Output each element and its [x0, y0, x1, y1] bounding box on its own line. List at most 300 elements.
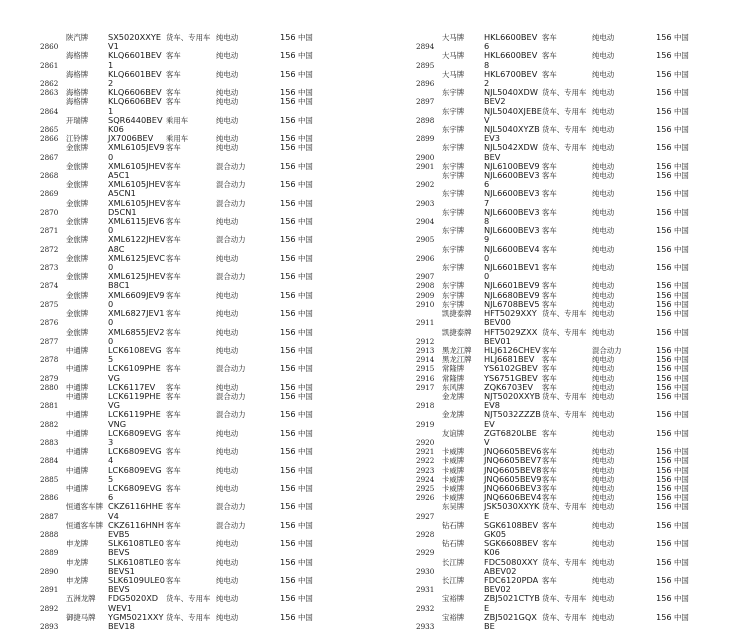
model-code: KLQ6606BEV [108, 87, 162, 98]
country-name: 中国 [674, 207, 689, 217]
table-row [416, 33, 716, 51]
table-row [416, 125, 716, 143]
capacity-value: 156 [280, 96, 296, 107]
power-type: 纯电动 [216, 134, 239, 144]
table-row [40, 51, 340, 69]
capacity-value: 156 [280, 142, 296, 153]
vehicle-number: 2860 [40, 42, 59, 52]
brand-name: 恒通客车牌 [66, 520, 103, 530]
vehicle-number: 2918 [416, 401, 435, 411]
table-row [40, 558, 340, 576]
table-row [416, 208, 716, 226]
power-type: 纯电动 [592, 327, 615, 337]
country-name: 中国 [298, 272, 313, 282]
power-type: 混合动力 [216, 502, 246, 512]
model-code: YGM5021XXYBEV18 [108, 611, 164, 631]
country-name: 中国 [674, 483, 689, 493]
capacity-value: 156 [280, 574, 296, 585]
model-code: XML6125JEVC0 [108, 252, 165, 273]
vehicle-type: 客车 [166, 69, 181, 79]
brand-name: 金旅牌 [66, 272, 89, 282]
capacity-value: 156 [656, 409, 672, 420]
vehicle-number: 2910 [416, 299, 435, 309]
country-name: 中国 [674, 88, 689, 98]
vehicle-type: 客车 [166, 51, 181, 61]
brand-name: 东宇牌 [442, 299, 465, 309]
country-name: 中国 [674, 447, 689, 457]
capacity-value: 156 [280, 556, 296, 567]
vehicle-type: 货车、专用车 [542, 557, 587, 567]
vehicle-number: 2921 [416, 447, 435, 457]
vehicle-number: 2879 [40, 373, 59, 383]
capacity-value: 156 [280, 114, 296, 125]
model-code: XML6855JEV20 [108, 326, 165, 346]
vehicle-type: 客车 [166, 161, 181, 171]
brand-name: 东风牌 [442, 382, 465, 392]
country-name: 中国 [674, 281, 689, 291]
table-row [40, 116, 340, 134]
model-code: HKL6600BEV6 [484, 32, 538, 52]
power-type: 纯电动 [592, 299, 615, 309]
vehicle-number: 2889 [40, 548, 59, 558]
power-type: 纯电动 [216, 465, 239, 475]
vehicle-number: 2913 [416, 345, 435, 355]
model-code: HKL6700BEV2 [484, 68, 538, 89]
vehicle-number: 2906 [416, 253, 435, 263]
vehicle-number: 2915 [416, 364, 435, 374]
country-name: 中国 [674, 327, 689, 337]
brand-name: 江铃牌 [66, 134, 89, 144]
capacity-value: 156 [656, 32, 672, 42]
country-name: 中国 [298, 161, 313, 171]
vehicle-type: 客车 [166, 520, 181, 530]
country-name: 中国 [298, 97, 313, 107]
brand-name: 中通牌 [66, 428, 89, 438]
brand-name: 开瑞牌 [66, 115, 89, 125]
vehicle-number: 2869 [40, 189, 59, 199]
brand-name: 金旅牌 [66, 161, 89, 171]
power-type: 混合动力 [216, 520, 246, 530]
power-type: 纯电动 [216, 483, 239, 493]
model-code: NJL6600BEV39 [484, 225, 540, 245]
vehicle-type: 客车 [542, 520, 557, 530]
power-type: 纯电动 [592, 493, 615, 503]
country-name: 中国 [298, 345, 313, 355]
vehicle-number: 2880 [40, 382, 59, 392]
vehicle-type: 客车 [542, 33, 557, 42]
power-type: 纯电动 [592, 290, 615, 300]
model-code: JNQ6605BEV7 [484, 455, 542, 466]
table-row [40, 97, 340, 115]
vehicle-type: 客车 [542, 244, 557, 254]
power-type: 混合动力 [592, 345, 622, 355]
country-name: 中国 [298, 382, 313, 392]
model-code: NJL6680BEV9 [484, 289, 540, 300]
vehicle-type: 客车 [542, 226, 557, 236]
vehicle-type: 客车 [542, 382, 557, 392]
table-row [416, 70, 716, 88]
capacity-value: 156 [280, 446, 296, 457]
capacity-value: 156 [656, 170, 672, 181]
power-type: 纯电动 [216, 327, 239, 337]
table-row [40, 613, 340, 631]
capacity-value: 156 [280, 326, 296, 337]
power-type: 纯电动 [592, 171, 615, 181]
country-name: 中国 [674, 364, 689, 374]
model-code: SGK6108BEVGK05 [484, 519, 539, 539]
country-name: 中国 [298, 410, 313, 420]
capacity-value: 156 [656, 225, 672, 236]
model-code: JNQ6605BEV9 [484, 473, 542, 484]
country-name: 中国 [674, 309, 689, 319]
capacity-value: 156 [656, 446, 672, 457]
model-code: JX7006BEV [108, 133, 154, 144]
model-code: SX5020XXYEV1 [108, 32, 162, 52]
vehicle-type: 客车 [166, 447, 181, 457]
capacity-value: 156 [656, 372, 672, 383]
table-row [40, 410, 340, 428]
power-type: 混合动力 [216, 272, 246, 282]
model-code: ZGT6820LBEV [484, 427, 537, 447]
vehicle-type: 客车 [166, 428, 181, 438]
country-name: 中国 [298, 391, 313, 401]
brand-name: 东宇牌 [442, 106, 465, 116]
vehicle-type: 货车、专用车 [542, 125, 587, 135]
brand-name: 东宇牌 [442, 226, 465, 236]
vehicle-type: 货车、专用车 [166, 612, 211, 622]
capacity-value: 156 [656, 464, 672, 475]
power-type: 纯电动 [216, 290, 239, 300]
capacity-value: 156 [656, 50, 672, 61]
power-type: 混合动力 [216, 198, 246, 208]
power-type: 纯电动 [216, 612, 239, 622]
table-row [40, 466, 340, 484]
capacity-value: 156 [656, 363, 672, 374]
country-name: 中国 [674, 612, 689, 622]
vehicle-number: 2895 [416, 60, 435, 70]
country-name: 中国 [674, 410, 689, 420]
capacity-value: 156 [280, 179, 296, 190]
country-name: 中国 [298, 447, 313, 457]
country-name: 中国 [298, 69, 313, 79]
vehicle-type: 客车 [542, 161, 557, 171]
vehicle-number: 2896 [416, 79, 435, 89]
capacity-value: 156 [656, 381, 672, 392]
capacity-value: 156 [656, 593, 672, 604]
model-code: HKL6600BEV8 [484, 50, 538, 70]
vehicle-number: 2886 [40, 493, 59, 503]
vehicle-type: 客车 [542, 299, 557, 309]
table-row [40, 502, 340, 520]
vehicle-type: 客车 [542, 575, 557, 585]
power-type: 纯电动 [216, 51, 239, 61]
model-code: SGK6608BEVK06 [484, 538, 539, 558]
vehicle-type: 客车 [542, 51, 557, 61]
model-code: NJT5032ZZZBEV [484, 409, 541, 429]
vehicle-type: 客车 [166, 465, 181, 475]
model-code: NJL6600BEV40 [484, 243, 540, 263]
table-row [416, 88, 716, 106]
vehicle-type: 货车、专用车 [542, 410, 587, 420]
model-code: CKZ6116HNHEVB5 [108, 519, 164, 539]
country-name: 中国 [298, 428, 313, 438]
brand-name: 中通牌 [66, 391, 89, 401]
capacity-value: 156 [656, 105, 672, 116]
vehicle-number: 2867 [40, 152, 59, 162]
country-name: 中国 [298, 575, 313, 585]
vehicle-number: 2882 [40, 419, 59, 429]
table-row [416, 51, 716, 69]
power-type: 纯电动 [216, 382, 239, 392]
capacity-value: 156 [280, 390, 296, 401]
model-code: LCK6809EVG4 [108, 446, 162, 466]
vehicle-number: 2881 [40, 401, 59, 411]
power-type: 纯电动 [592, 465, 615, 475]
brand-name: 金龙牌 [442, 391, 465, 401]
brand-name: 中通牌 [66, 382, 89, 392]
table-row [40, 539, 340, 557]
power-type: 纯电动 [592, 391, 615, 401]
country-name: 中国 [298, 465, 313, 475]
table-row [416, 263, 716, 281]
country-name: 中国 [674, 263, 689, 273]
brand-name: 东宇牌 [442, 207, 465, 217]
table-row [416, 392, 716, 410]
brand-name: 东宇牌 [442, 189, 465, 199]
table-row [40, 576, 340, 594]
capacity-value: 156 [280, 68, 296, 79]
vehicle-type: 货车、专用车 [542, 391, 587, 401]
capacity-value: 156 [656, 492, 672, 503]
country-name: 中国 [674, 539, 689, 549]
vehicle-number: 2929 [416, 548, 435, 558]
model-code: NJL5040XYZBEV3 [484, 124, 540, 144]
table-row [40, 143, 340, 161]
power-type: 混合动力 [216, 391, 246, 401]
table-row [40, 199, 340, 217]
table-row [416, 613, 716, 631]
brand-name: 友谊牌 [442, 428, 465, 438]
power-type: 纯电动 [592, 33, 615, 42]
power-type: 纯电动 [216, 143, 239, 153]
vehicle-number: 2877 [40, 336, 59, 346]
power-type: 纯电动 [216, 345, 239, 355]
brand-name: 金旅牌 [66, 309, 89, 319]
vehicle-type: 客车 [166, 327, 181, 337]
power-type: 纯电动 [216, 33, 239, 42]
vehicle-number: 2865 [40, 125, 59, 135]
brand-name: 东宇牌 [442, 88, 465, 98]
vehicle-type: 客车 [542, 171, 557, 181]
vehicle-type: 客车 [166, 502, 181, 512]
vehicle-number: 2922 [416, 456, 435, 466]
power-type: 纯电动 [216, 557, 239, 567]
country-name: 中国 [298, 33, 313, 42]
table-row [40, 309, 340, 327]
vehicle-type: 客车 [166, 539, 181, 549]
vehicle-type: 客车 [542, 189, 557, 199]
table-row [40, 346, 340, 364]
power-type: 纯电动 [592, 364, 615, 374]
brand-name: 金旅牌 [66, 235, 89, 245]
capacity-value: 156 [656, 142, 672, 153]
vehicle-number: 2898 [416, 115, 435, 125]
brand-name: 申龙牌 [66, 575, 89, 585]
power-type: 纯电动 [216, 575, 239, 585]
country-name: 中国 [674, 391, 689, 401]
brand-name: 中通牌 [66, 447, 89, 457]
table-row [416, 502, 716, 520]
table-row [416, 309, 716, 327]
brand-name: 东宇牌 [442, 161, 465, 171]
power-type: 纯电动 [592, 189, 615, 199]
table-row [416, 410, 716, 428]
vehicle-number: 2917 [416, 382, 435, 392]
capacity-value: 156 [280, 344, 296, 355]
capacity-value: 156 [656, 473, 672, 484]
capacity-value: 156 [656, 308, 672, 319]
power-type: 纯电动 [592, 575, 615, 585]
vehicle-type: 客车 [542, 447, 557, 457]
country-name: 中国 [298, 143, 313, 153]
model-code: NJL6600BEV37 [484, 188, 540, 208]
country-name: 中国 [298, 539, 313, 549]
country-name: 中国 [674, 69, 689, 79]
vehicle-number: 2894 [416, 42, 435, 52]
capacity-value: 156 [656, 344, 672, 355]
right-column-table [416, 33, 716, 631]
vehicle-type: 客车 [166, 272, 181, 282]
country-name: 中国 [674, 244, 689, 254]
capacity-value: 156 [280, 482, 296, 493]
model-code: ZBJ5021GQXBE [484, 611, 537, 631]
capacity-value: 156 [656, 326, 672, 337]
brand-name: 长江牌 [442, 557, 465, 567]
brand-name: 东宇牌 [442, 125, 465, 135]
vehicle-type: 货车、专用车 [542, 309, 587, 319]
country-name: 中国 [674, 502, 689, 512]
model-code: LCK6809EVG3 [108, 427, 162, 447]
power-type: 纯电动 [592, 483, 615, 493]
model-code: FDC5080XXYABEV02 [484, 556, 538, 576]
vehicle-number: 2928 [416, 529, 435, 539]
vehicle-type: 客车 [542, 474, 557, 484]
brand-name: 海格牌 [66, 97, 89, 107]
vehicle-type: 客车 [166, 364, 181, 374]
capacity-value: 156 [656, 482, 672, 493]
table-row [416, 539, 716, 557]
country-name: 中国 [674, 382, 689, 392]
table-row [416, 558, 716, 576]
vehicle-number: 2905 [416, 235, 435, 245]
capacity-value: 156 [656, 556, 672, 567]
brand-name: 陕汽牌 [66, 33, 89, 42]
model-code: FDG5020XDWEV1 [108, 593, 159, 613]
brand-name: 钻石牌 [442, 520, 465, 530]
country-name: 中国 [298, 364, 313, 374]
vehicle-type: 客车 [166, 143, 181, 153]
country-name: 中国 [674, 345, 689, 355]
power-type: 纯电动 [592, 309, 615, 319]
table-row [416, 245, 716, 263]
model-code: JNQ6605BEV6 [484, 446, 542, 457]
model-code: JNQ6606BEV3 [484, 482, 542, 493]
brand-name: 大马牌 [442, 33, 465, 42]
vehicle-number: 2897 [416, 97, 435, 107]
model-code: JSK5030XXYKE [484, 501, 540, 521]
power-type: 纯电动 [592, 557, 615, 567]
model-code: LCK6809EVG5 [108, 464, 162, 484]
model-code: SLK6108TLE0BEVS1 [108, 556, 164, 576]
model-code: NJT5020XXYBEV8 [484, 390, 541, 411]
country-name: 中国 [674, 557, 689, 567]
table-row [40, 364, 340, 382]
power-type: 纯电动 [592, 410, 615, 420]
model-code: CKZ6116HHEV4 [108, 501, 164, 521]
brand-name: 卡威牌 [442, 483, 465, 493]
model-code: HLJ6126CHEV [484, 344, 541, 355]
power-type: 纯电动 [216, 428, 239, 438]
vehicle-type: 货车、专用车 [166, 33, 211, 42]
vehicle-number: 2870 [40, 207, 59, 217]
power-type: 纯电动 [592, 474, 615, 484]
capacity-value: 156 [656, 427, 672, 438]
model-code: ZBJ5021CTYBE [484, 593, 540, 613]
country-name: 中国 [674, 575, 689, 585]
vehicle-type: 货车、专用车 [166, 594, 211, 604]
brand-name: 卡威牌 [442, 493, 465, 503]
capacity-value: 156 [280, 234, 296, 245]
brand-name: 钻石牌 [442, 539, 465, 549]
model-code: NJL5040XDWBEV2 [484, 87, 538, 107]
vehicle-number: 2931 [416, 585, 435, 595]
vehicle-type: 货车、专用车 [542, 612, 587, 622]
capacity-value: 156 [280, 538, 296, 549]
power-type: 混合动力 [216, 235, 246, 245]
vehicle-type: 客车 [166, 575, 181, 585]
vehicle-number: 2932 [416, 603, 435, 613]
power-type: 纯电动 [216, 253, 239, 263]
model-code: XML6105JHEVA5C1 [108, 160, 166, 181]
brand-name: 东宇牌 [442, 171, 465, 181]
country-name: 中国 [674, 474, 689, 484]
model-code: KLQ6606BEV1 [108, 96, 162, 116]
vehicle-number: 2904 [416, 217, 435, 227]
brand-name: 金旅牌 [66, 143, 89, 153]
vehicle-type: 货车、专用车 [542, 143, 587, 153]
vehicle-number: 2903 [416, 198, 435, 208]
country-name: 中国 [674, 161, 689, 171]
capacity-value: 156 [280, 50, 296, 61]
vehicle-number: 2885 [40, 474, 59, 484]
vehicle-type: 客车 [542, 345, 557, 355]
vehicle-number: 2891 [40, 585, 59, 595]
power-type: 纯电动 [216, 115, 239, 125]
country-name: 中国 [674, 143, 689, 153]
vehicle-type: 客车 [542, 539, 557, 549]
capacity-value: 156 [656, 354, 672, 365]
capacity-value: 156 [656, 206, 672, 217]
vehicle-type: 客车 [542, 456, 557, 466]
model-code: XML6105JEV90 [108, 142, 165, 162]
table-row [40, 328, 340, 346]
country-name: 中国 [298, 88, 313, 98]
country-name: 中国 [674, 456, 689, 466]
vehicle-type: 客车 [542, 373, 557, 383]
model-code: HLJ6681BEV [484, 354, 535, 365]
brand-name: 卡威牌 [442, 456, 465, 466]
country-name: 中国 [674, 520, 689, 530]
